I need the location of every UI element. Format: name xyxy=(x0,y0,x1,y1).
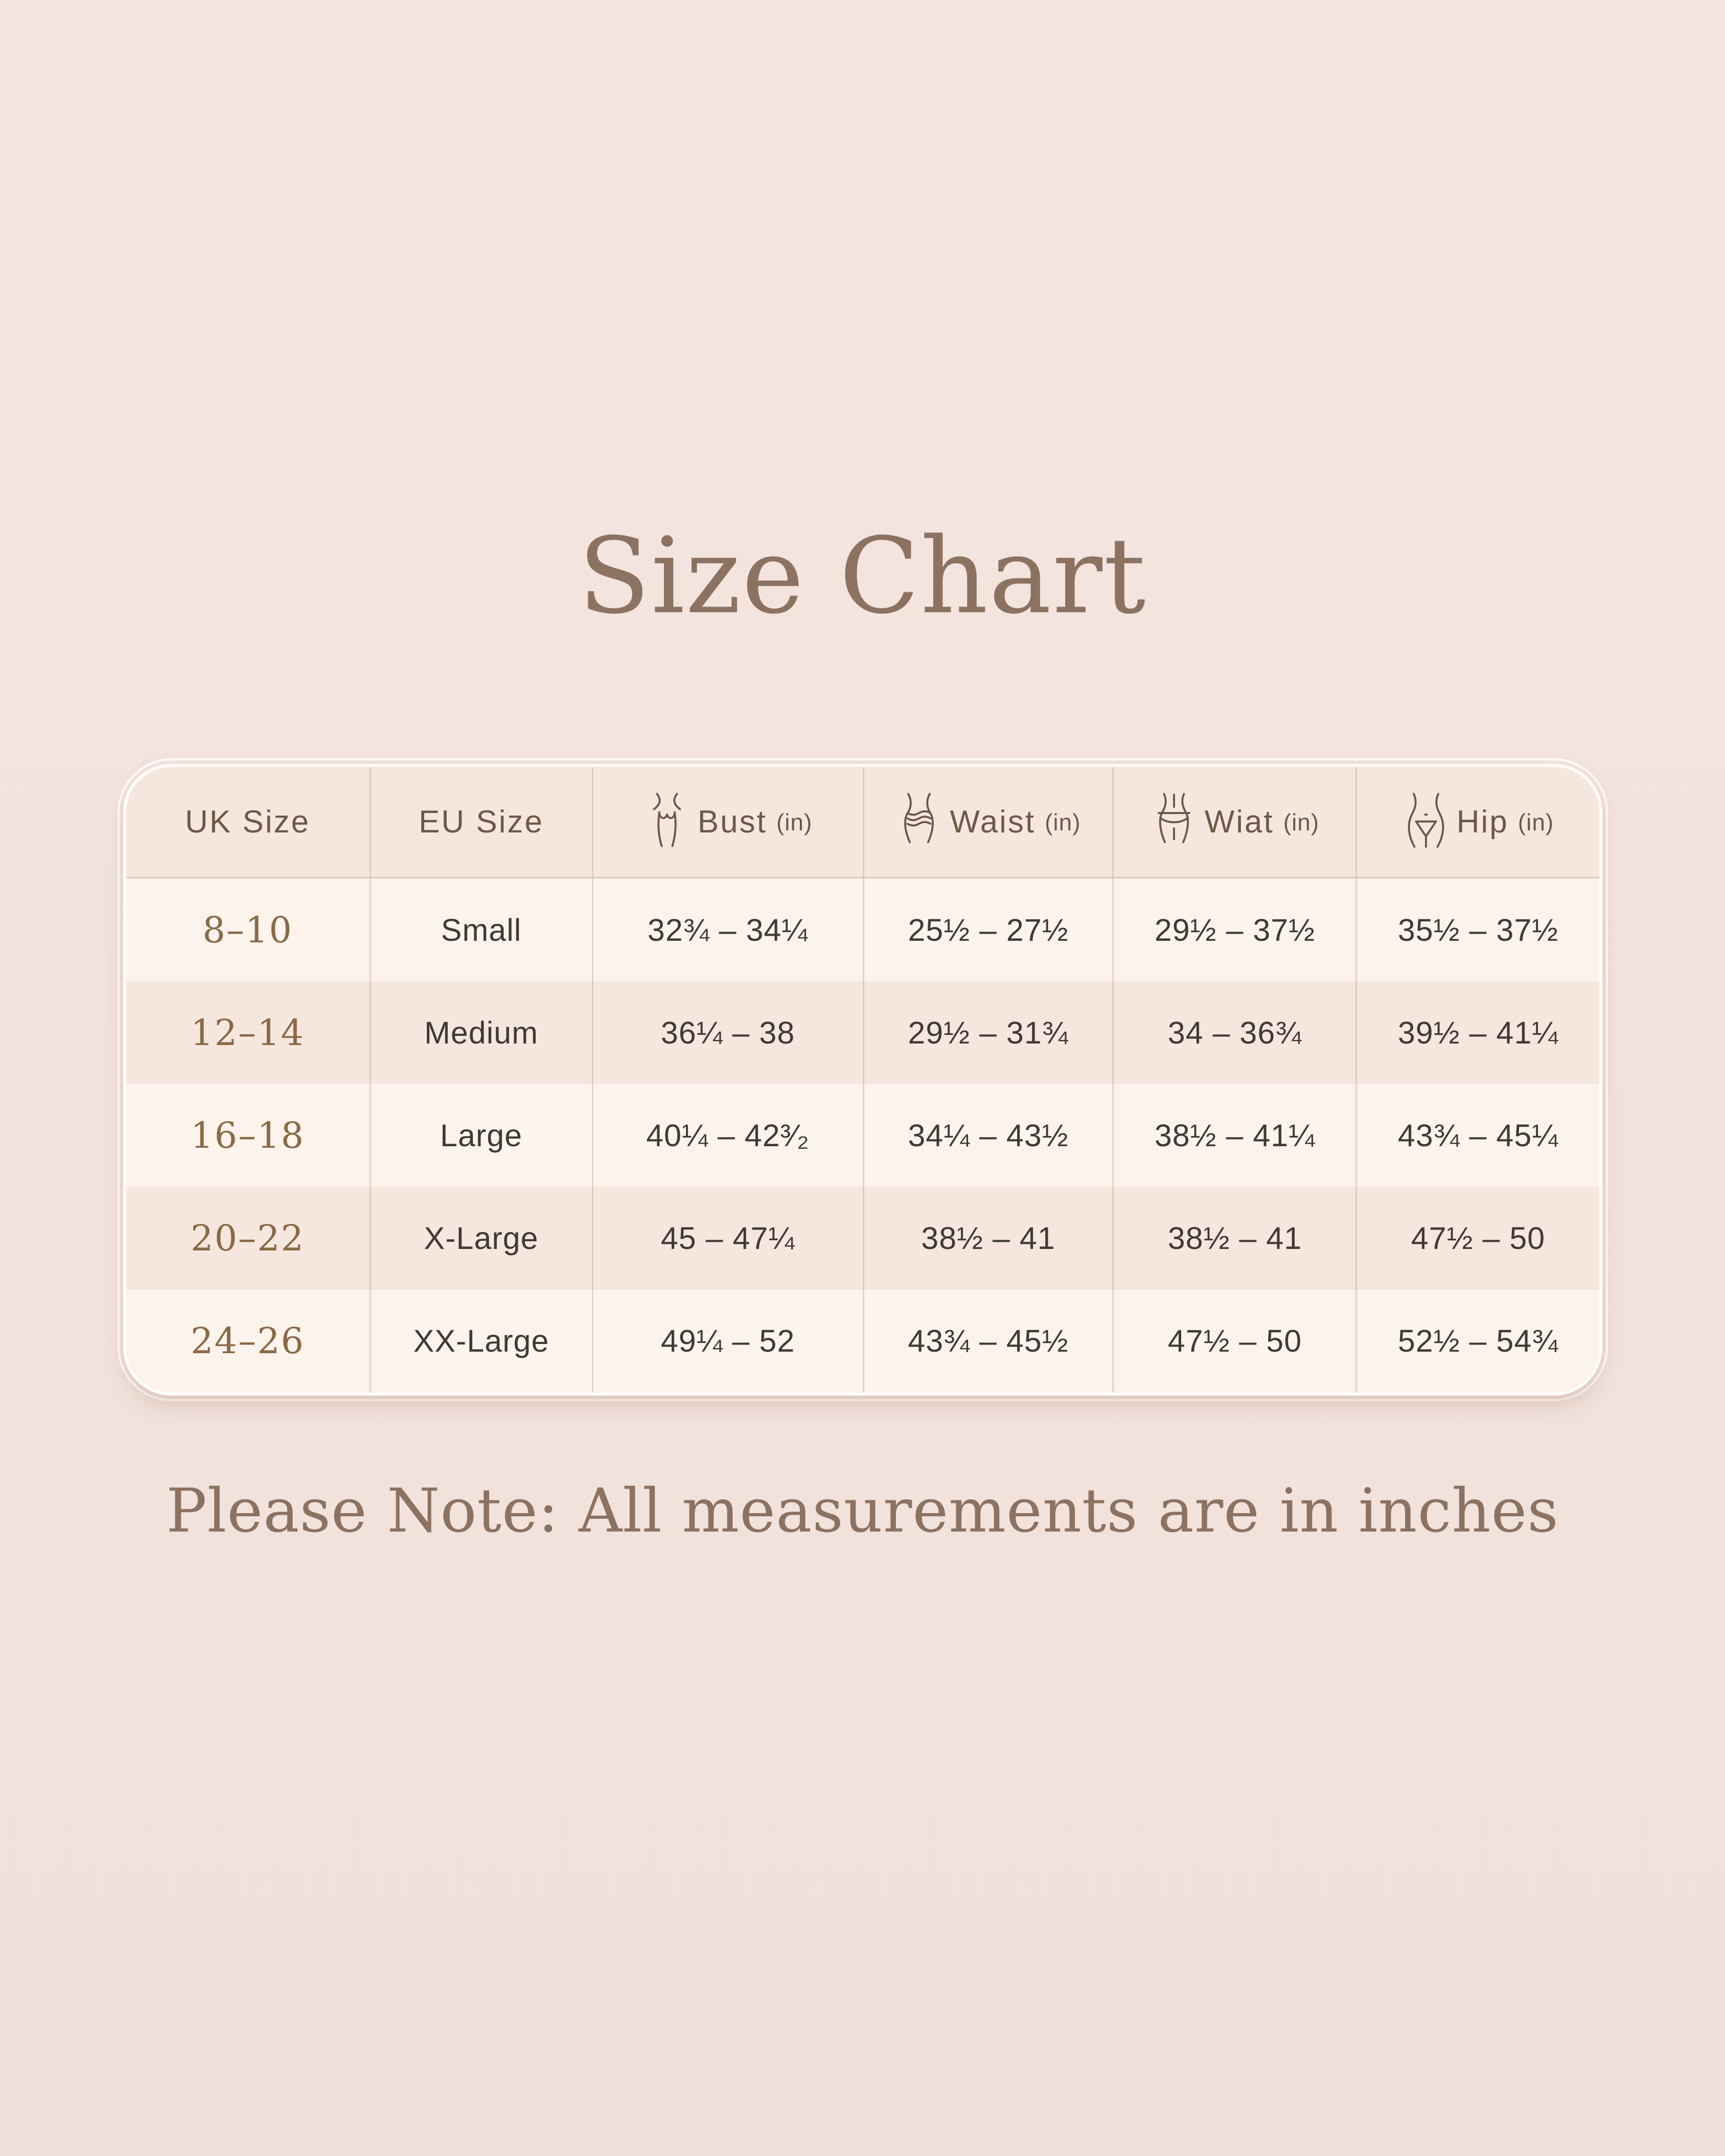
cell-bust: 45 – 47¼ xyxy=(592,1187,863,1290)
cell-waist: 25½ – 27½ xyxy=(863,878,1113,981)
cell-bust: 36¼ – 38 xyxy=(592,981,863,1084)
cell-bust: 49¼ – 52 xyxy=(592,1290,863,1393)
cell-wiat: 38½ – 41¼ xyxy=(1112,1084,1355,1187)
header-waist xyxy=(863,767,1113,877)
size-chart-table xyxy=(126,767,1599,1393)
table-row xyxy=(126,1084,1599,1187)
cell-uk: 24–26 xyxy=(190,1320,305,1362)
waist-icon xyxy=(895,792,942,853)
header-unit: (in) xyxy=(1045,808,1081,836)
cell-eu: Small xyxy=(370,878,592,981)
header-label: Hip xyxy=(1456,804,1509,840)
cell-waist: 34¼ – 43½ xyxy=(863,1084,1113,1187)
cell-wiat: 29½ – 37½ xyxy=(1112,878,1355,981)
header-wiat xyxy=(1112,767,1355,877)
cell-wiat: 34 – 36¾ xyxy=(1112,981,1355,1084)
cell-eu: Large xyxy=(370,1084,592,1187)
cell-wiat: 47½ – 50 xyxy=(1112,1290,1355,1393)
cell-hip: 52½ – 54¾ xyxy=(1355,1290,1599,1393)
header-bust xyxy=(592,767,863,877)
hip-icon xyxy=(1402,792,1450,853)
cell-hip: 39½ – 41¼ xyxy=(1355,981,1599,1084)
table-row xyxy=(126,878,1599,981)
table-row xyxy=(126,1290,1599,1393)
cell-uk: 12–14 xyxy=(190,1011,305,1054)
header-label: EU Size xyxy=(419,804,544,840)
cell-uk: 8–10 xyxy=(202,909,293,951)
cell-hip: 35½ – 37½ xyxy=(1355,878,1599,981)
table-row xyxy=(126,981,1599,1084)
table-row xyxy=(126,1187,1599,1290)
page-title: Size Chart xyxy=(578,516,1147,637)
cell-hip: 43¾ – 45¼ xyxy=(1355,1084,1599,1187)
cell-waist: 38½ – 41 xyxy=(863,1187,1113,1290)
cell-waist: 43¾ – 45½ xyxy=(863,1290,1113,1393)
header-label: Wiat xyxy=(1204,804,1274,840)
cell-eu: XX-Large xyxy=(370,1290,592,1393)
header-eu-size xyxy=(370,767,592,877)
cell-uk: 16–18 xyxy=(190,1115,305,1156)
wiat-icon xyxy=(1151,792,1198,853)
header-label: UK Size xyxy=(185,804,310,840)
header-unit: (in) xyxy=(1517,808,1554,836)
cell-waist: 29½ – 31¾ xyxy=(863,981,1113,1084)
cell-eu: X-Large xyxy=(370,1187,592,1290)
size-chart-card-ring xyxy=(118,758,1608,1401)
table-header-row xyxy=(126,767,1599,878)
cell-bust: 40¼ – 42³⁄₂ xyxy=(592,1084,863,1187)
header-hip xyxy=(1355,767,1599,877)
cell-bust: 32¾ – 34¼ xyxy=(592,878,863,981)
bust-icon xyxy=(643,792,691,853)
header-label: Waist xyxy=(950,804,1036,840)
cell-hip: 47½ – 50 xyxy=(1355,1187,1599,1290)
header-uk-size xyxy=(126,767,370,877)
header-unit: (in) xyxy=(776,808,813,836)
cell-eu: Medium xyxy=(370,981,592,1084)
measurement-note: Please Note: All measurements are in inches xyxy=(166,1475,1559,1546)
cell-uk: 20–22 xyxy=(190,1217,305,1260)
cell-wiat: 38½ – 41 xyxy=(1112,1187,1355,1290)
header-label: Bust xyxy=(697,804,767,840)
header-unit: (in) xyxy=(1283,808,1320,836)
